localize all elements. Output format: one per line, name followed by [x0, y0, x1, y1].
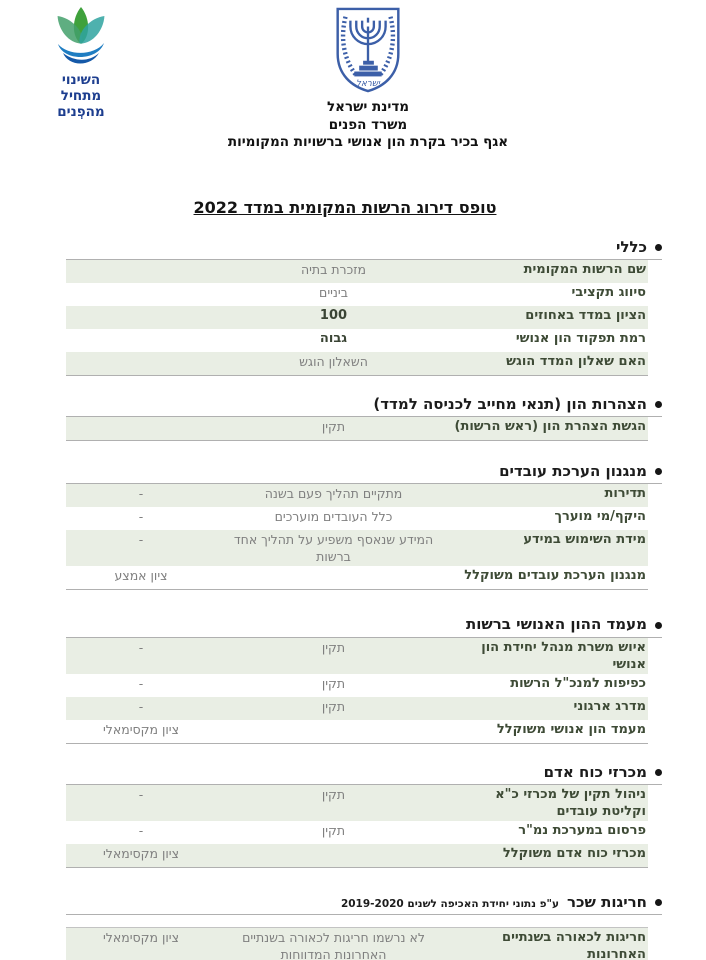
section-title: חריגות שכר [567, 892, 647, 911]
row-value: כלל העובדים מוערכים [274, 509, 393, 525]
row-score: - [138, 822, 144, 838]
section [66, 239, 662, 376]
section-title: מנגנון הערכת עובדים [499, 462, 647, 481]
row-score: ציון מקסימאלי [102, 845, 179, 861]
row-label: תדירות [604, 486, 646, 502]
row-label: מידת השימוש במידע [523, 532, 646, 548]
campaign-tagline-line1: השינוי [61, 72, 101, 88]
row-label: מכרזי כוח אדם משוקלל [502, 845, 646, 861]
section [66, 764, 662, 868]
section-table [66, 484, 648, 590]
row-value: תקין [321, 419, 346, 435]
row-score: - [138, 532, 144, 548]
table-row [66, 844, 648, 867]
row-label: ניהול תקין של מכרזי כ"א וקליטת עובדים [495, 786, 646, 819]
table-row [66, 638, 648, 674]
section-header [66, 894, 662, 915]
bullet-icon [655, 244, 662, 251]
bullet-icon [655, 899, 662, 906]
emblem-label: ישראל [355, 79, 381, 90]
row-label: היקף/מי מוערך [554, 509, 646, 525]
row-score: - [138, 698, 144, 714]
section-table [66, 927, 648, 960]
row-value: ביניים [319, 284, 348, 300]
row-value: 100 [319, 307, 348, 323]
gov-line-state: מדינת ישראל [326, 99, 410, 115]
gov-line-ministry: משרד הפנים [328, 116, 408, 133]
row-score: ציון מקסימאלי [102, 721, 179, 737]
row-score: - [138, 486, 144, 502]
section-header [66, 463, 662, 484]
bullet-icon [655, 769, 662, 776]
table-row [66, 566, 648, 589]
campaign-tagline-line3: מהפְנים [57, 103, 105, 120]
section-table [66, 260, 648, 376]
row-score: ציון אמצע [114, 568, 168, 584]
row-label: רמת תפקוד הון אנושי [515, 330, 646, 346]
table-row [66, 530, 648, 566]
table-row [66, 785, 648, 821]
row-value: תקין [321, 698, 346, 714]
row-label: מדרג ארגוני [573, 698, 646, 714]
table-row [66, 260, 648, 283]
section [66, 396, 662, 441]
bullet-icon [655, 468, 662, 475]
row-value: תקין [321, 675, 346, 691]
section-header [66, 239, 662, 260]
row-label: הציון במדד באחוזים [525, 307, 646, 323]
row-value: המידע שנאסף משפיע על תהליך אחד ברשות [233, 532, 434, 565]
row-label: כפיפות למנכ"ל הרשות [510, 675, 646, 691]
section-header [66, 396, 662, 417]
row-value: תקין [321, 822, 346, 838]
table-row [66, 674, 648, 697]
row-score: - [138, 509, 144, 525]
row-value: מתקיים תהליך פעם בשנה [264, 486, 403, 502]
bullet-icon [655, 622, 662, 629]
row-label: הגשת הצהרת הון (ראש הרשות) [454, 419, 646, 435]
row-value: לא נרשמו חריגות לכאורה בשנתיים האחרונות המדווחות [242, 930, 425, 960]
row-score: - [138, 786, 144, 802]
section-title: מעמד ההון האנושי ברשות [465, 615, 647, 634]
row-label: איוש משרת מנהל יחידת הון אנושי [481, 639, 646, 672]
table-row [66, 306, 648, 329]
section-title: מכרזי כוח אדם [543, 762, 647, 781]
section [66, 463, 662, 590]
page-title: טופס דירוג הרשות המקומית במדד 2022 [193, 197, 497, 217]
table-row [66, 329, 648, 352]
row-score: - [138, 675, 144, 691]
row-label: שם הרשות המקומית [523, 261, 646, 277]
israel-state-emblem-icon [330, 5, 406, 95]
gov-header [15, 0, 706, 152]
section-table [66, 785, 648, 868]
row-label: האם שאלון המדד הוגש [506, 353, 646, 369]
row-label: מעמד הון אנושי משוקלל [496, 721, 646, 737]
row-value: תקין [321, 639, 346, 655]
row-label: חריגות לכאורה בשנתיים האחרונות [502, 930, 646, 960]
section-title: כללי [615, 237, 647, 256]
row-value: גבוה [319, 330, 348, 346]
section-subtitle: ע"פ נתוני יחידת האכיפה לשנים 2019-2020 [340, 897, 560, 910]
table-row [66, 821, 648, 844]
row-score: ציון מקסימאלי [102, 930, 179, 946]
section-header [66, 764, 662, 785]
row-score: - [138, 639, 144, 655]
section [66, 894, 662, 960]
table-row [66, 352, 648, 375]
sections-root [66, 239, 662, 960]
row-value: השאלון הוגש [299, 353, 368, 369]
table-row [66, 484, 648, 507]
row-value: תקין [321, 786, 346, 802]
table-row [66, 417, 648, 440]
section-table [66, 638, 648, 744]
section [66, 616, 662, 743]
row-label: סיווג תקציבי [571, 284, 646, 300]
row-label: פרסום במערכת נמ"ר [518, 822, 646, 838]
section-table [66, 417, 648, 441]
row-label: מנגנון הערכת עובדים משוקלל [464, 568, 646, 584]
section-header [66, 616, 662, 637]
table-row [66, 720, 648, 743]
gov-line-division: אגף בכיר בקרת הון אנושי ברשויות המקומיות [227, 134, 509, 151]
row-value: מזכרת בתיה [300, 261, 367, 277]
table-row [66, 697, 648, 720]
section-title: הצהרות הון (תנאי מחייב לכניסה למדד) [373, 394, 647, 413]
table-row [66, 928, 648, 960]
table-row [66, 507, 648, 530]
table-row [66, 283, 648, 306]
campaign-tagline-line2: מתחיל [60, 87, 102, 104]
bullet-icon [655, 401, 662, 408]
